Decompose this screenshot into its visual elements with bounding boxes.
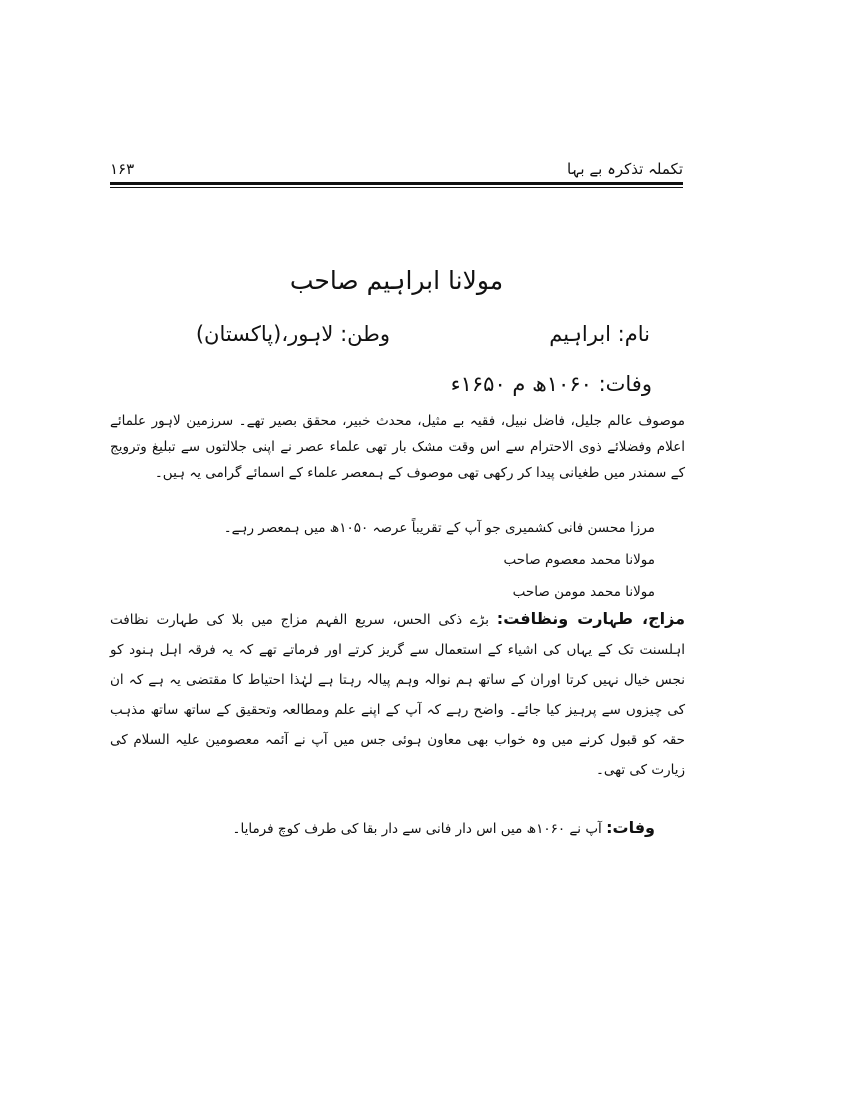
- homeland-field: وطن: لاہور،(پاکستان): [195, 322, 390, 346]
- page-number: ۱۶۳: [110, 160, 135, 178]
- temperament-paragraph: [110, 604, 685, 778]
- list-item: مولانا محمد مومن صاحب: [512, 584, 655, 600]
- intro-paragraph: موصوف عالم جلیل، فاضل نبیل، فقیہ بے مثیل، محدث خبیر، محقق بصیر تھے۔ سرزمین لاہور علمائے اعلام وفضلائے ذوی الاحترام سے اس وقت مشک بار تھی علماء عصر نے اپنی جلالتوں سے تبلیغ وترویج کے سمندر میں طغیانی پیدا کر رکھی تھی موصوف کے ہمعصر علماء کے اسمائے گرامی یہ ہیں۔: [110, 413, 685, 481]
- page-header: [110, 160, 683, 190]
- header-rule-thick: [110, 182, 683, 185]
- temperament-text: بڑے ذکی الحس، سریع الفہم مزاج میں بلا کی طہارت نظافت اہلسنت تک کے یہاں کی اشیاء کے استعمال سے گریز کرتے اور فرماتے تھے کہ یہ فرقہ اہل ہنود کو نجس خیال نہیں کرتا اوران کے ساتھ ہم نوالہ وہم پیالہ رہتا ہے لہٰذا احتیاط کا مقتضی یہ ہے کہ ان کی چیزوں سے پرہیز کیا جائے۔ واضح رہے کہ آپ کے اپنے علم ومطالعہ وتحقیق کے ساتھ ساتھ مذہب حقہ کو قبول کرنے میں وہ خواب بھی معاون ہوئی جس میں آپ نے آئمہ معصومین علیہ السلام کی زیارت کی تھی۔: [110, 612, 685, 778]
- running-title: تکملہ تذکرہ بے بہا: [567, 160, 683, 178]
- list-item: مولانا محمد معصوم صاحب: [503, 552, 655, 568]
- list-item: مرزا محسن فانی کشمیری جو آپ کے تقریباً عرصہ ۱۰۵۰ھ میں ہمعصر رہے۔: [223, 520, 655, 536]
- temperament-heading: مزاج، طہارت ونظافت:: [496, 609, 685, 628]
- page-title: مولانا ابراہیم صاحب: [289, 266, 504, 295]
- death-paragraph: [110, 818, 655, 837]
- contemporaries-list: [110, 512, 655, 608]
- name-field: نام: ابراہیم: [549, 322, 650, 346]
- header-rule-thin: [110, 187, 683, 188]
- death-heading: وفات:: [606, 818, 655, 837]
- death-text: آپ نے ۱۰۶۰ھ میں اس دار فانی سے دار بقا کی طرف کوچ فرمایا۔: [232, 821, 607, 837]
- death-date: وفات: ۱۰۶۰ھ م ۱۶۵۰ء: [450, 372, 652, 396]
